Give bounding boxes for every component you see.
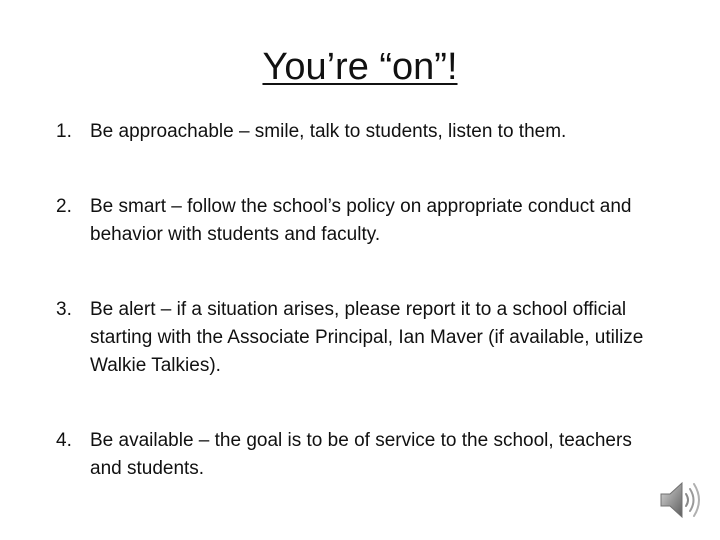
- list-item-text: Be available – the goal is to be of service to the school, teachers and students.: [90, 430, 632, 479]
- speaker-icon[interactable]: [655, 475, 705, 525]
- list-item-number: 4.: [56, 430, 72, 451]
- list-item: [56, 296, 666, 380]
- bullet-list: [56, 118, 666, 483]
- list-item-text: Be alert – if a situation arises, please report it to a school official starting with the Associate Principal, Ian Maver (if available, utilize Walkie Talkies).: [90, 299, 644, 376]
- list-item-text: Be smart – follow the school’s policy on appropriate conduct and behavior with students and faculty.: [90, 196, 632, 245]
- slide-title: You’re “on”!: [262, 46, 458, 88]
- list-item-text: Be approachable – smile, talk to students, listen to them.: [90, 121, 567, 142]
- list-item: [56, 427, 666, 483]
- list-item: [56, 118, 666, 146]
- list-item-number: 3.: [56, 299, 72, 320]
- list-item-number: 2.: [56, 196, 72, 217]
- speaker-icon-graphic: [655, 475, 705, 525]
- slide-title-container: [0, 42, 720, 92]
- list-item-number: 1.: [56, 121, 72, 142]
- list-item: [56, 193, 666, 249]
